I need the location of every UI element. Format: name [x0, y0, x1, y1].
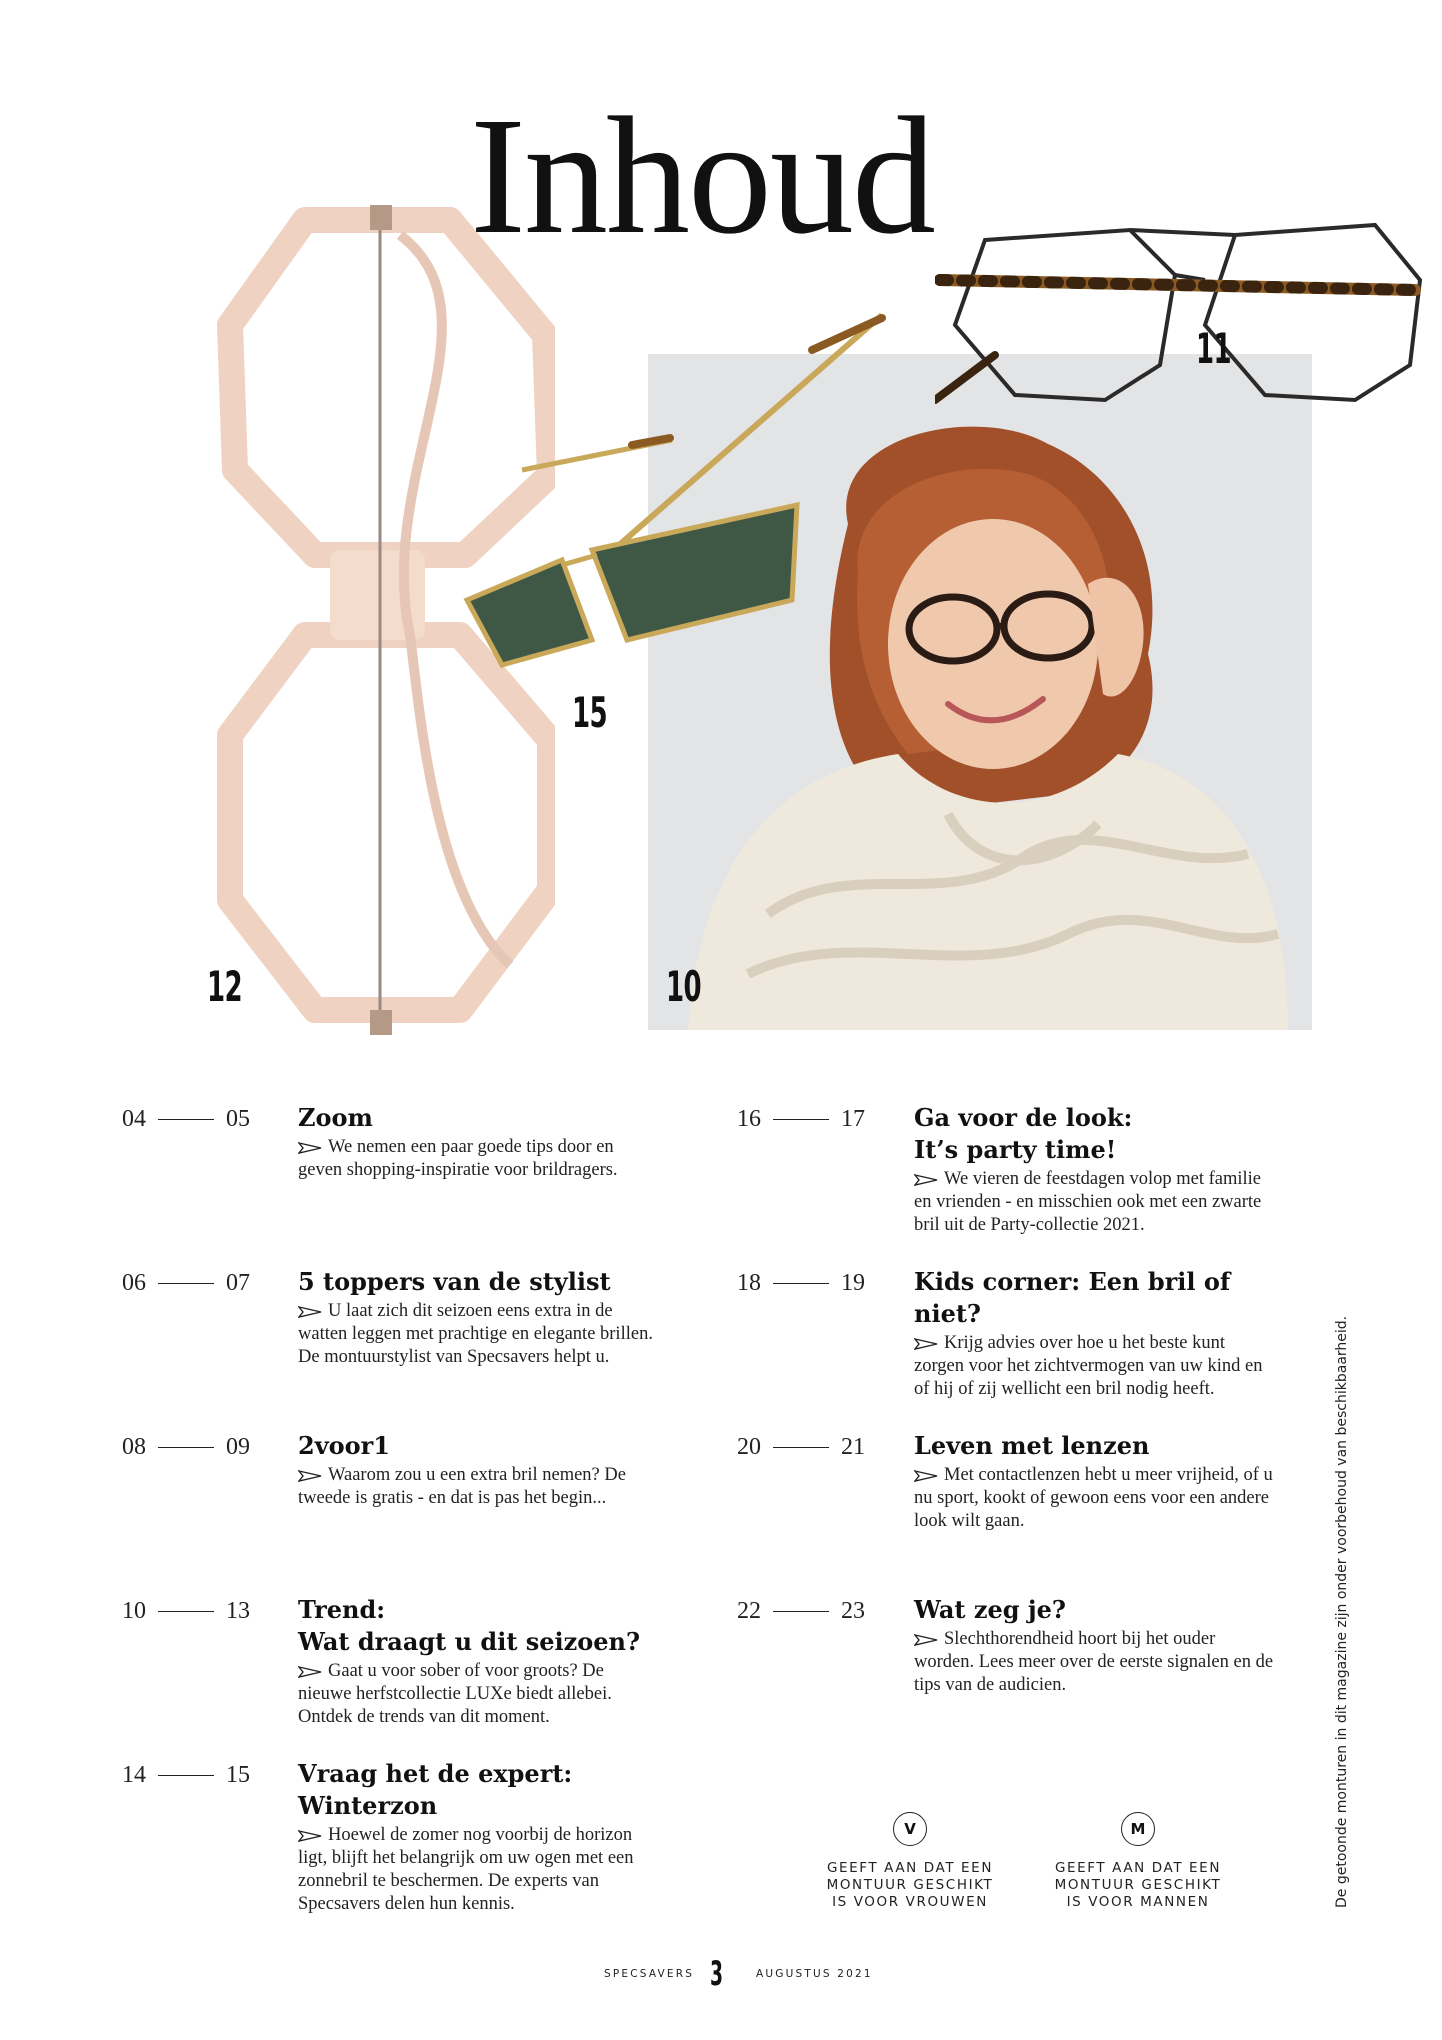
toc-description: Hoewel de zomer nog voorbij de horizon ligt, blijft het belangrijk om uw ogen met een zonnebril te beschermen. De experts van Specsavers delen hun kennis. — [298, 1825, 634, 1914]
arrow-icon — [914, 1470, 938, 1482]
toc-description: Met contactlenzen hebt u meer vrijheid, of u nu sport, kookt of gewoon eens voor een andere look wilt gaan. — [914, 1465, 1273, 1531]
toc-description: Slechthorendheid hoort bij het ouder worden. Lees meer over de eerste signalen en de tips van de audicien. — [914, 1629, 1274, 1695]
product-number-12: 12 — [207, 962, 243, 1011]
toc-pages: 10 13 — [122, 1598, 250, 1624]
availability-note: De getoonde monturen in dit magazine zijn onder voorbehoud van beschikbaarheid. — [1334, 1315, 1350, 1908]
footer-issue: AUGUSTUS 2021 — [756, 1968, 873, 1980]
toc-pages: 08 09 — [122, 1434, 250, 1460]
toc-entry[interactable] — [298, 1594, 658, 1729]
page-title: Inhoud — [470, 83, 934, 269]
women-symbol-icon: V — [893, 1812, 927, 1846]
toc-entry[interactable] — [298, 1430, 658, 1510]
toc-title: Vraag het de expert: — [298, 1759, 573, 1788]
arrow-icon — [298, 1470, 322, 1482]
toc-pages: 20 21 — [737, 1434, 865, 1460]
tortoise-aviator-glasses-image — [935, 205, 1430, 405]
men-symbol-icon: M — [1121, 1812, 1155, 1846]
toc-description: Waarom zou u een extra bril nemen? De tweede is gratis - en dat is pas het begin... — [298, 1465, 626, 1508]
footer-brand: SPECSAVERS — [604, 1968, 695, 1980]
arrow-icon — [914, 1634, 938, 1646]
toc-title: Zoom — [298, 1103, 373, 1132]
arrow-icon — [914, 1338, 938, 1350]
toc-title: Trend: — [298, 1595, 386, 1624]
page-number: 3 — [710, 1954, 724, 1994]
toc-pages: 16 17 — [737, 1106, 865, 1132]
toc-entry[interactable] — [914, 1102, 1274, 1237]
toc-subtitle: Winterzon — [298, 1791, 438, 1820]
toc-pages: 04 05 — [122, 1106, 250, 1132]
toc-title: 5 toppers van de stylist — [298, 1267, 611, 1296]
legend-men — [1038, 1812, 1238, 1911]
toc-entry[interactable] — [298, 1266, 658, 1369]
toc-entry[interactable] — [298, 1758, 658, 1916]
toc-pages: 18 19 — [737, 1270, 865, 1296]
toc-entry[interactable] — [914, 1430, 1274, 1533]
toc-entry[interactable] — [914, 1266, 1294, 1401]
toc-title: Leven met lenzen — [914, 1431, 1150, 1460]
arrow-icon — [298, 1830, 322, 1842]
toc-title: Wat zeg je? — [914, 1595, 1066, 1624]
arrow-icon — [914, 1174, 938, 1186]
gold-sunglasses-image — [462, 310, 922, 680]
toc-pages: 22 23 — [737, 1598, 865, 1624]
product-number-10: 10 — [666, 962, 702, 1011]
arrow-icon — [298, 1306, 322, 1318]
product-number-11: 11 — [1196, 324, 1232, 373]
toc-title: Kids corner: Een bril of niet? — [914, 1267, 1231, 1328]
toc-description: We vieren de feestdagen volop met familie en vrienden - en misschien ook met een zwarte bril uit de Party-collectie 2021. — [914, 1169, 1262, 1235]
toc-title: Ga voor de look: — [914, 1103, 1133, 1132]
toc-subtitle: It’s party time! — [914, 1135, 1117, 1164]
legend-women — [810, 1812, 1010, 1911]
toc-entry[interactable] — [914, 1594, 1274, 1697]
product-number-15: 15 — [572, 688, 608, 737]
toc-title: 2voor1 — [298, 1431, 391, 1460]
legend-text: GEEFT AAN DAT EEN MONTUUR GESCHIKT IS VOOR VROUWEN — [826, 1860, 994, 1910]
toc-description: Gaat u voor sober of voor groots? De nieuwe herfstcollectie LUXe biedt allebei. Ontdek de trends van dit moment. — [298, 1661, 612, 1727]
toc-description: We nemen een paar goede tips door en geven shopping-inspiratie voor brildragers. — [298, 1137, 618, 1180]
toc-subtitle: Wat draagt u dit seizoen? — [298, 1627, 641, 1656]
toc-description: U laat zich dit seizoen eens extra in de watten leggen met prachtige en elegante brillen. De montuurstylist van Specsavers helpt u. — [298, 1301, 653, 1367]
toc-pages: 14 15 — [122, 1762, 250, 1788]
arrow-icon — [298, 1142, 322, 1154]
toc-entry[interactable] — [298, 1102, 658, 1182]
legend-text: GEEFT AAN DAT EEN MONTUUR GESCHIKT IS VOOR MANNEN — [1054, 1860, 1222, 1910]
arrow-icon — [298, 1666, 322, 1678]
toc-description: Krijg advies over hoe u het beste kunt zorgen voor het zichtvermogen van uw kind en of hij of zij wellicht een bril nodig heeft. — [914, 1333, 1263, 1399]
toc-pages: 06 07 — [122, 1270, 250, 1296]
